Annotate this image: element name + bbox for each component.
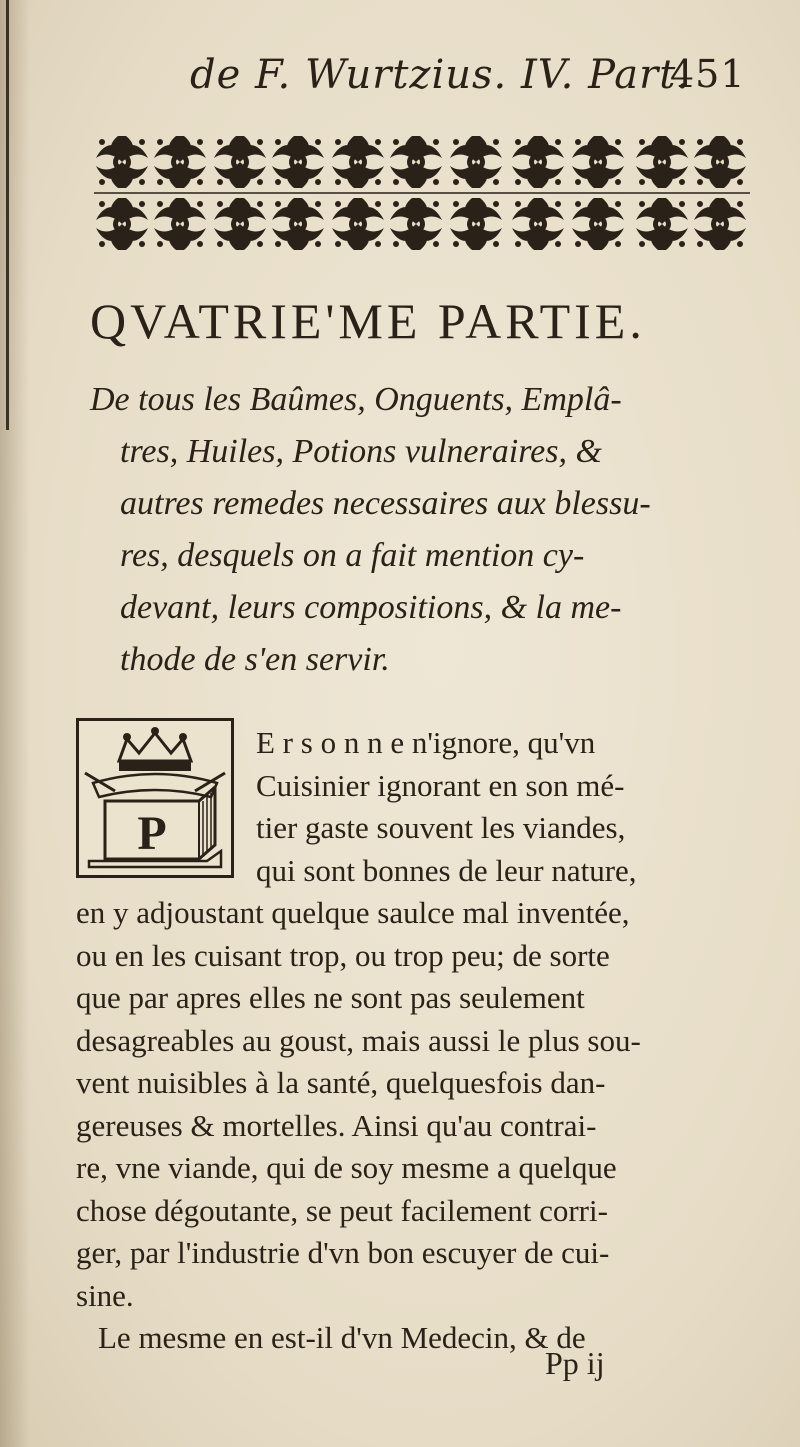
body-line: sine. [76, 1277, 134, 1313]
body-line: vent nuisibles à la santé, quelquesfois dan- [76, 1065, 606, 1100]
subtitle-line: res, desquels on a fait mention cy- [120, 537, 585, 574]
part-title: QVATRIE'ME PARTIE. [90, 293, 646, 349]
body-line: qui sont bonnes de leur nature, [256, 852, 637, 888]
body-text [76, 722, 766, 1360]
subtitle-line: tres, Huiles, Potions vulneraires, & [120, 433, 602, 470]
drop-cap-letter: P [137, 807, 167, 860]
page-number: 451 [670, 52, 746, 96]
body-line: en y adjoustant quelque saulce mal inventée, [76, 895, 630, 930]
body-line: desagreables au goust, mais aussi le plus sou- [76, 1022, 641, 1058]
body-line: ger, par l'industrie d'vn bon escuyer de cui- [76, 1235, 610, 1270]
subtitle-line: De tous les Baûmes, Onguents, Emplâ- [90, 381, 622, 418]
body-line: chose dégoutante, se peut facilement corri- [76, 1192, 608, 1228]
body-line: E r s o n n e n'ignore, qu'vn [256, 725, 596, 760]
body-line: Le mesme en est-il d'vn Medecin, & de [98, 1320, 586, 1355]
part-subtitle [90, 374, 770, 686]
body-line: ou en les cuisant trop, ou trop peu; de sorte [76, 937, 610, 973]
body-line: Cuisinier ignorant en son mé- [256, 767, 625, 803]
gutter-shadow [0, 0, 30, 1447]
signature-mark: Pp ij [545, 1345, 605, 1381]
body-line: re, vne viande, qui de soy mesme a quelque [76, 1150, 617, 1185]
subtitle-line: thode de s'en servir. [120, 641, 390, 678]
body-line: gereuses & mortelles. Ainsi qu'au contrai- [76, 1107, 597, 1143]
body-line: que par apres elles ne sont pas seulement [76, 980, 585, 1015]
running-head [190, 48, 770, 108]
running-head-title: de F. Wurtzius. IV. Part. [190, 52, 690, 98]
subtitle-line: devant, leurs compositions, & la me- [120, 589, 622, 626]
ornament-band-icon [92, 128, 752, 258]
gutter-line [6, 0, 9, 430]
subtitle-line: autres remedes necessaires aux blessu- [120, 485, 651, 522]
body-line: tier gaste souvent les viandes, [256, 810, 626, 845]
